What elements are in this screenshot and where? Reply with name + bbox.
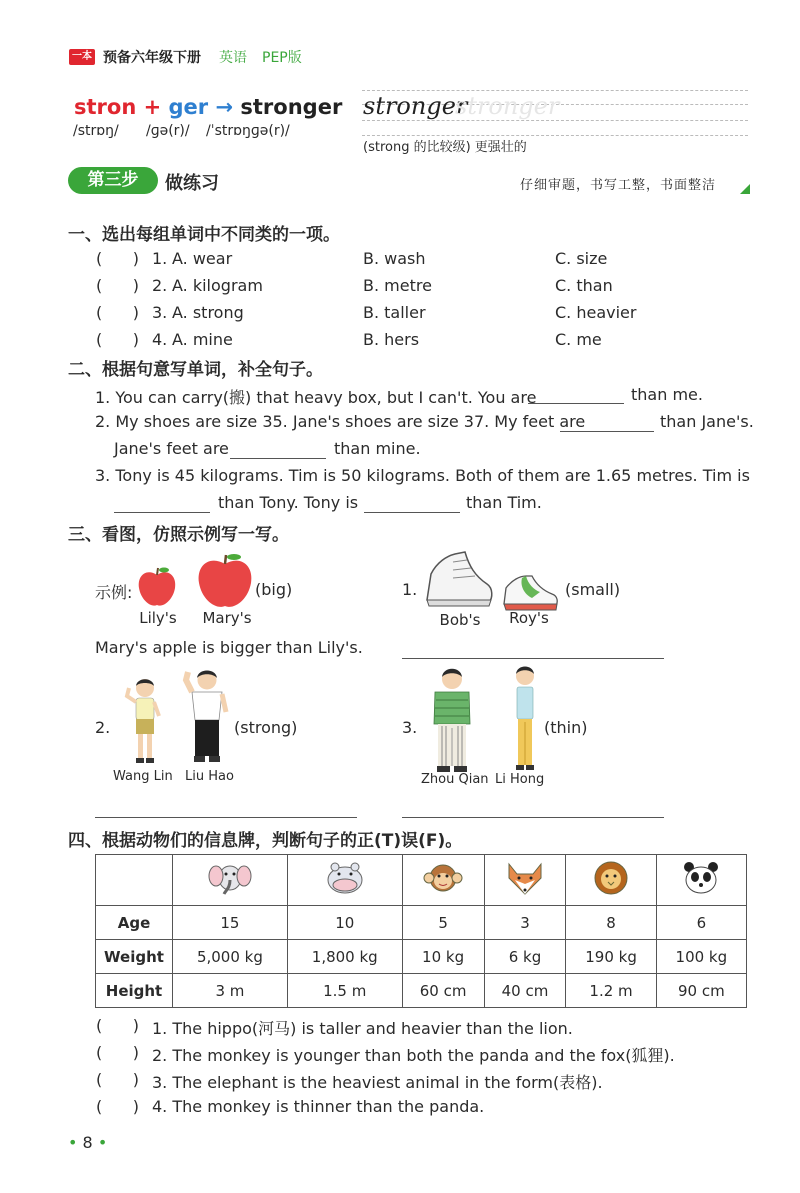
example-label: 示例:: [95, 583, 133, 602]
page-number: [68, 1133, 107, 1152]
table-cell: 6: [656, 906, 746, 940]
part3-title: 三、看图，仿照示例写一写。: [68, 525, 289, 545]
q3-3-name-2: Li Hong: [495, 772, 545, 787]
option-a: A. mine: [172, 330, 233, 349]
q3-2-answer-line[interactable]: [95, 816, 357, 818]
table-cell: 8: [566, 906, 656, 940]
small-apple-icon: [137, 566, 177, 608]
step-badge: 第三步: [68, 167, 158, 194]
script-word: stronger: [363, 92, 468, 120]
option-c: C. heavier: [555, 303, 637, 322]
q3-2-name-2: Liu Hao: [185, 769, 234, 784]
question-number: 1.: [152, 249, 168, 268]
q2-3-text: 3. Tony is 45 kilograms. Tim is 50 kilograms. Both of them are 1.65 metres. Tim is: [95, 466, 750, 485]
panda-icon: [656, 855, 746, 906]
table-cell: 3: [484, 906, 566, 940]
row-header: Weight: [96, 940, 173, 974]
edition-label: PEP版: [262, 50, 302, 66]
row-header: Age: [96, 906, 173, 940]
table-cell: 10 kg: [402, 940, 484, 974]
phonics-plus: +: [143, 95, 162, 119]
q2-2-text2: Jane's feet are: [114, 439, 229, 458]
book-title: 预备六年级下册: [103, 50, 201, 66]
word-meaning: (strong 的比较级) 更强壮的: [363, 140, 527, 155]
table-row: [96, 974, 747, 1008]
table-cell: 1.5 m: [287, 974, 402, 1008]
elephant-icon: [173, 855, 288, 906]
table-cell: 1.2 m: [566, 974, 656, 1008]
ipa3: /ˈstrɒŋɡə(r)/: [206, 123, 290, 139]
table-cell: 60 cm: [402, 974, 484, 1008]
q3-1-word: (small): [565, 580, 621, 599]
ipa1: /strɒŋ/: [73, 123, 119, 139]
step-tip: 仔细审题，书写工整，书面整洁: [520, 178, 717, 193]
phonics-word: stronger: [240, 95, 343, 119]
subject-label: 英语: [219, 50, 247, 66]
zhou-qian-figure: [430, 666, 474, 774]
row-header: Height: [96, 974, 173, 1008]
fox-icon: [484, 855, 566, 906]
q2-2-text: 2. My shoes are size 35. Jane's shoes are size 37. My feet are: [95, 412, 586, 431]
table-cell: 10: [287, 906, 402, 940]
question-number: 3.: [152, 303, 168, 322]
q3-1-answer-line[interactable]: [402, 657, 664, 659]
table-cell: 1,800 kg: [287, 940, 402, 974]
script-word-trace: stronger: [455, 92, 560, 120]
q3-3-answer-line[interactable]: [402, 816, 664, 818]
answer-paren[interactable]: ( ): [96, 1097, 139, 1116]
lion-icon: [566, 855, 656, 906]
option-c: C. me: [555, 330, 602, 349]
table-cell: 6 kg: [484, 940, 566, 974]
answer-paren[interactable]: ( ): [96, 249, 139, 268]
answer-paren[interactable]: ( ): [96, 303, 139, 322]
answer-paren[interactable]: ( ): [96, 1070, 139, 1089]
q2-3-blank1[interactable]: [114, 511, 210, 513]
part2-title: 二、根据句意写单词，补全句子。: [68, 360, 323, 380]
q2-2-end2: than mine.: [334, 439, 421, 458]
answer-paren[interactable]: ( ): [96, 1043, 139, 1062]
table-cell: 90 cm: [656, 974, 746, 1008]
tf-statement: 4. The monkey is thinner than the panda.: [152, 1097, 485, 1116]
table-row: [96, 906, 747, 940]
q2-2-end: than Jane's.: [660, 412, 754, 431]
part1-title: 一、选出每组单词中不同类的一项。: [68, 225, 340, 245]
phonics-part1: stron: [74, 95, 137, 119]
table-cell: 15: [173, 906, 288, 940]
part4-title: 四、根据动物们的信息牌，判断句子的正(T)误(F)。: [68, 831, 463, 851]
q3-1-num: 1.: [402, 580, 418, 599]
q2-1-blank[interactable]: [528, 402, 624, 404]
monkey-icon: [402, 855, 484, 906]
logo-badge: 一本: [69, 49, 95, 65]
example-name-2: Mary's: [202, 609, 252, 627]
wang-lin-figure: [125, 676, 165, 768]
example-name-1: Lily's: [139, 609, 177, 627]
question-number: 2.: [152, 276, 168, 295]
table-icon-row: [96, 855, 747, 906]
hippo-icon: [287, 855, 402, 906]
q3-3-num: 3.: [402, 718, 418, 737]
q2-2-blank1[interactable]: [560, 430, 654, 432]
q2-3-blank2[interactable]: [364, 511, 460, 513]
option-c: C. size: [555, 249, 608, 268]
table-cell: 3 m: [173, 974, 288, 1008]
table-cell: 5: [402, 906, 484, 940]
q2-3-mid: than Tony. Tony is: [218, 493, 359, 512]
table-row: [96, 940, 747, 974]
liu-hao-figure: [182, 668, 232, 768]
q2-3-end: than Tim.: [466, 493, 542, 512]
q3-2-num: 2.: [95, 718, 111, 737]
option-b: B. hers: [363, 330, 420, 349]
ipa2: /ɡə(r)/: [146, 123, 190, 139]
q2-1-text: 1. You can carry(搬) that heavy box, but I can't. You are: [95, 388, 537, 407]
example-word: (big): [255, 580, 293, 599]
table-cell: 190 kg: [566, 940, 656, 974]
q3-3-name-1: Zhou Qian: [421, 772, 489, 787]
phonics-part2: ger: [168, 95, 209, 119]
li-hong-figure: [510, 664, 540, 774]
option-a: A. strong: [172, 303, 244, 322]
small-shoe-icon: [500, 570, 560, 612]
tf-statement: 2. The monkey is younger than both the panda and the fox(狐狸).: [152, 1046, 675, 1065]
q3-2-word: (strong): [234, 718, 298, 737]
page-number-text: 8: [82, 1133, 93, 1152]
page-dot-right: •: [97, 1133, 108, 1152]
big-apple-icon: [196, 552, 254, 610]
example-sentence: Mary's apple is bigger than Lily's.: [95, 638, 363, 657]
q3-1-name-1: Bob's: [439, 611, 481, 629]
q2-2-blank2[interactable]: [230, 457, 326, 459]
answer-paren[interactable]: ( ): [96, 1016, 139, 1035]
option-b: B. metre: [363, 276, 432, 295]
q3-3-word: (thin): [544, 718, 588, 737]
table-cell: 5,000 kg: [173, 940, 288, 974]
phonics-row: [74, 95, 342, 119]
option-b: B. wash: [363, 249, 426, 268]
option-a: A. wear: [172, 249, 233, 268]
option-b: B. taller: [363, 303, 426, 322]
option-c: C. than: [555, 276, 613, 295]
q3-2-name-1: Wang Lin: [113, 769, 173, 784]
table-corner: [96, 855, 173, 906]
step-title: 做练习: [165, 173, 219, 194]
tf-statement: 1. The hippo(河马) is taller and heavier than the lion.: [152, 1019, 573, 1038]
table-cell: 40 cm: [484, 974, 566, 1008]
table-cell: 100 kg: [656, 940, 746, 974]
tf-statement: 3. The elephant is the heaviest animal in the form(表格).: [152, 1073, 603, 1092]
question-number: 4.: [152, 330, 168, 349]
big-shoe-icon: [423, 548, 495, 610]
q2-1-end: than me.: [631, 385, 703, 404]
option-a: A. kilogram: [172, 276, 263, 295]
answer-paren[interactable]: ( ): [96, 276, 139, 295]
tip-triangle: [740, 184, 750, 194]
answer-paren[interactable]: ( ): [96, 330, 139, 349]
animal-info-table: [95, 854, 747, 1008]
phonics-arrow: →: [215, 95, 234, 119]
q3-1-name-2: Roy's: [509, 609, 549, 627]
page-dot-left: •: [68, 1133, 78, 1152]
